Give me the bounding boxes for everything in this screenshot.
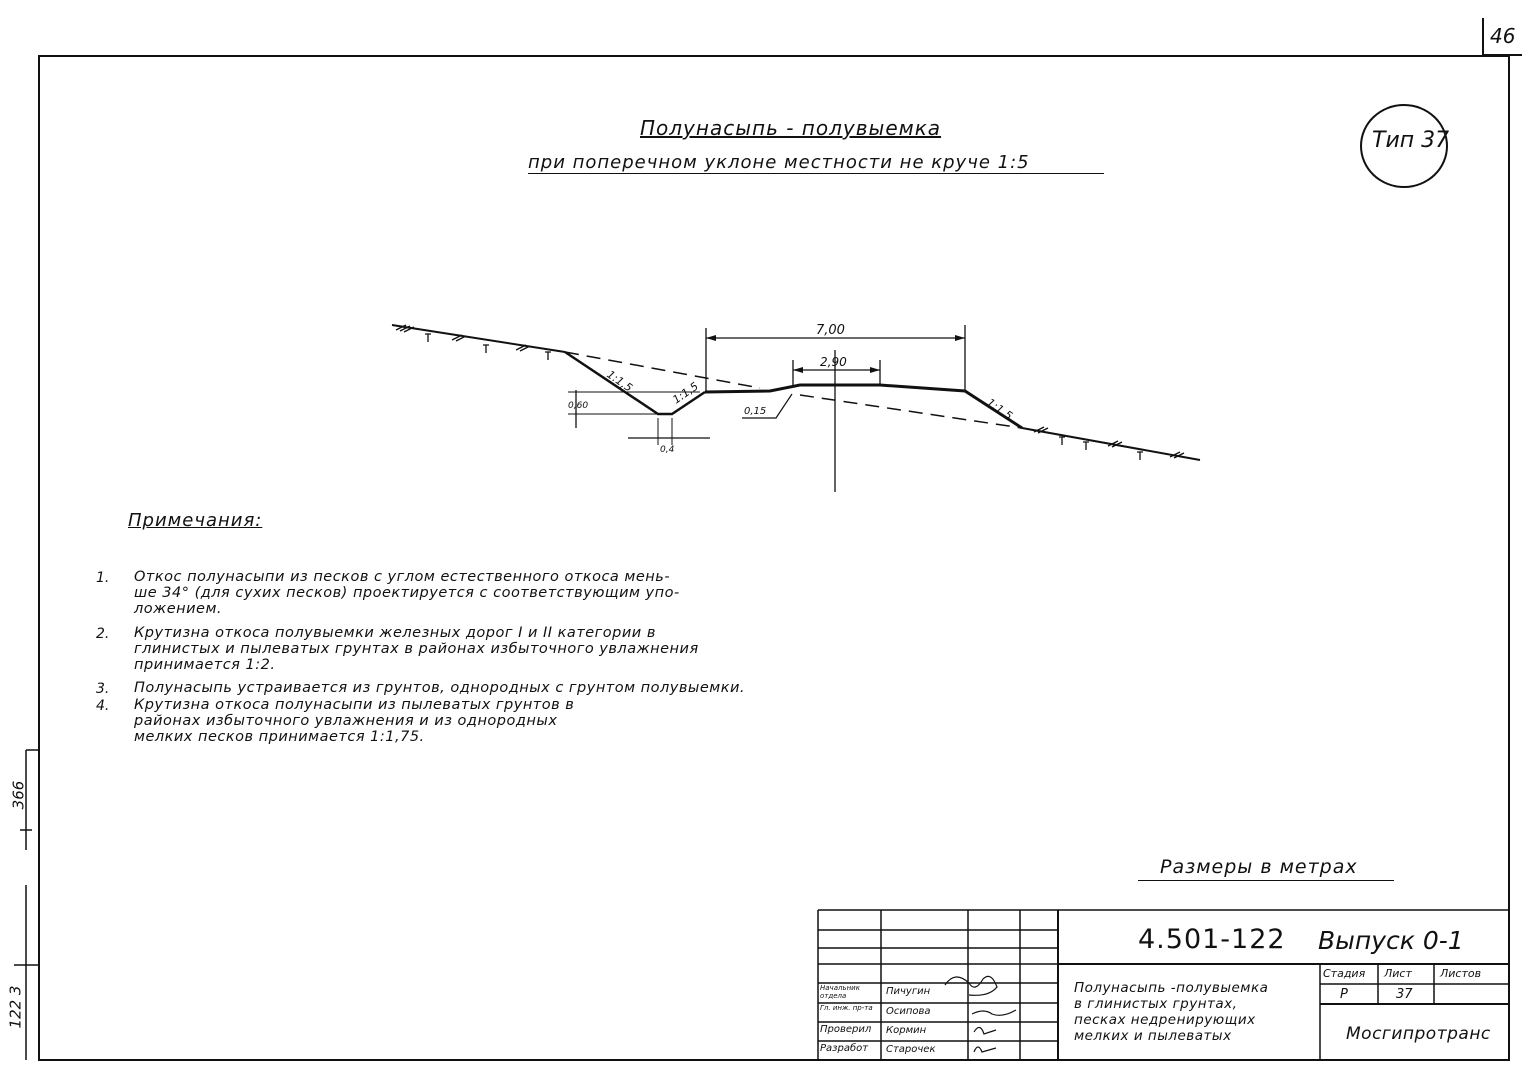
name-1: Пичугин <box>886 986 931 997</box>
name-3: Кормин <box>886 1025 927 1036</box>
drawing-subtitle: при поперечном уклоне местности не круче 1:5 <box>528 152 1104 174</box>
ditch-depth-label: 0,60 <box>568 401 589 411</box>
sheet-header: Лист <box>1384 967 1412 980</box>
note-1-line-2: ше 34° (для сухих песков) проектируется с соответствующим упо- <box>134 585 680 601</box>
note-2-line-2: глинистых и пылеватых грунтах в районах избыточного увлажнения <box>134 641 699 657</box>
drawing-code: 4.501-122 <box>1138 924 1286 955</box>
name-4: Старочек <box>886 1044 936 1055</box>
margin-code-top: 366 <box>9 780 28 810</box>
dim-crown-label: 2,90 <box>820 355 847 369</box>
ditch-bottom-label: 0,4 <box>660 445 675 455</box>
role-1: Начальник отдела <box>820 984 860 1000</box>
margin-code-bottom: 122 3 <box>6 985 25 1029</box>
note-1-line-1: Откос полунасыпи из песков с углом естественного откоса мень- <box>134 569 671 585</box>
note-4-line-1: Крутизна откоса полунасыпи из пылеватых грунтов в <box>134 697 575 713</box>
slope-right-label: 1:1,5 <box>984 395 1015 423</box>
sheet-number: 46 <box>1490 24 1516 48</box>
crown-drop-label: 0,15 <box>744 406 767 417</box>
note-number-3: 3. <box>96 681 110 697</box>
desc-line-3: песках недренирующих <box>1074 1012 1256 1028</box>
dim-top-label: 7,00 <box>816 323 845 338</box>
desc-line-4: мелких и пылеватых <box>1074 1028 1232 1044</box>
notes-heading: Примечания: <box>128 510 263 531</box>
drawing-title: Полунасыпь - полувыемка <box>640 116 942 140</box>
issue-label: Выпуск 0-1 <box>1318 926 1464 955</box>
note-2-line-1: Крутизна откоса полувыемки железных дорог I и II категории в <box>134 625 656 641</box>
note-number-2: 2. <box>96 626 110 642</box>
note-3-line-1: Полунасыпь устраивается из грунтов, однородных с грунтом полувыемки. <box>134 680 746 696</box>
organization: Мосгипротранс <box>1346 1024 1491 1044</box>
desc-line-1: Полунасыпь -полувыемка <box>1074 980 1269 996</box>
slope-left-fill-label: 1:1,5 <box>670 379 701 407</box>
name-2: Осипова <box>886 1006 931 1017</box>
sheet-value: 37 <box>1396 987 1413 1002</box>
note-4-line-3: мелких песков принимается 1:1,75. <box>134 729 425 745</box>
block-description <box>1074 980 1268 1044</box>
stage-value: Р <box>1340 987 1348 1002</box>
role-3: Проверил <box>820 1024 872 1035</box>
note-number-4: 4. <box>96 698 110 714</box>
role-4: Разработ <box>820 1043 869 1054</box>
slope-left-cut-label: 1:1,5 <box>604 367 635 395</box>
units-note: Размеры в метрах <box>1160 856 1358 878</box>
sheets-header: Листов <box>1440 967 1482 980</box>
note-number-1: 1. <box>96 570 110 586</box>
stage-header: Стадия <box>1323 967 1366 980</box>
type-label: Тип 37 <box>1372 128 1450 153</box>
role-2: Гл. инж. пр-та <box>820 1004 873 1012</box>
note-1-line-3: ложением. <box>134 601 222 617</box>
desc-line-2: в глинистых грунтах, <box>1074 996 1238 1012</box>
note-4-line-2: районах избыточного увлажнения и из однородных <box>134 713 558 729</box>
note-2-line-3: принимается 1:2. <box>134 657 276 673</box>
